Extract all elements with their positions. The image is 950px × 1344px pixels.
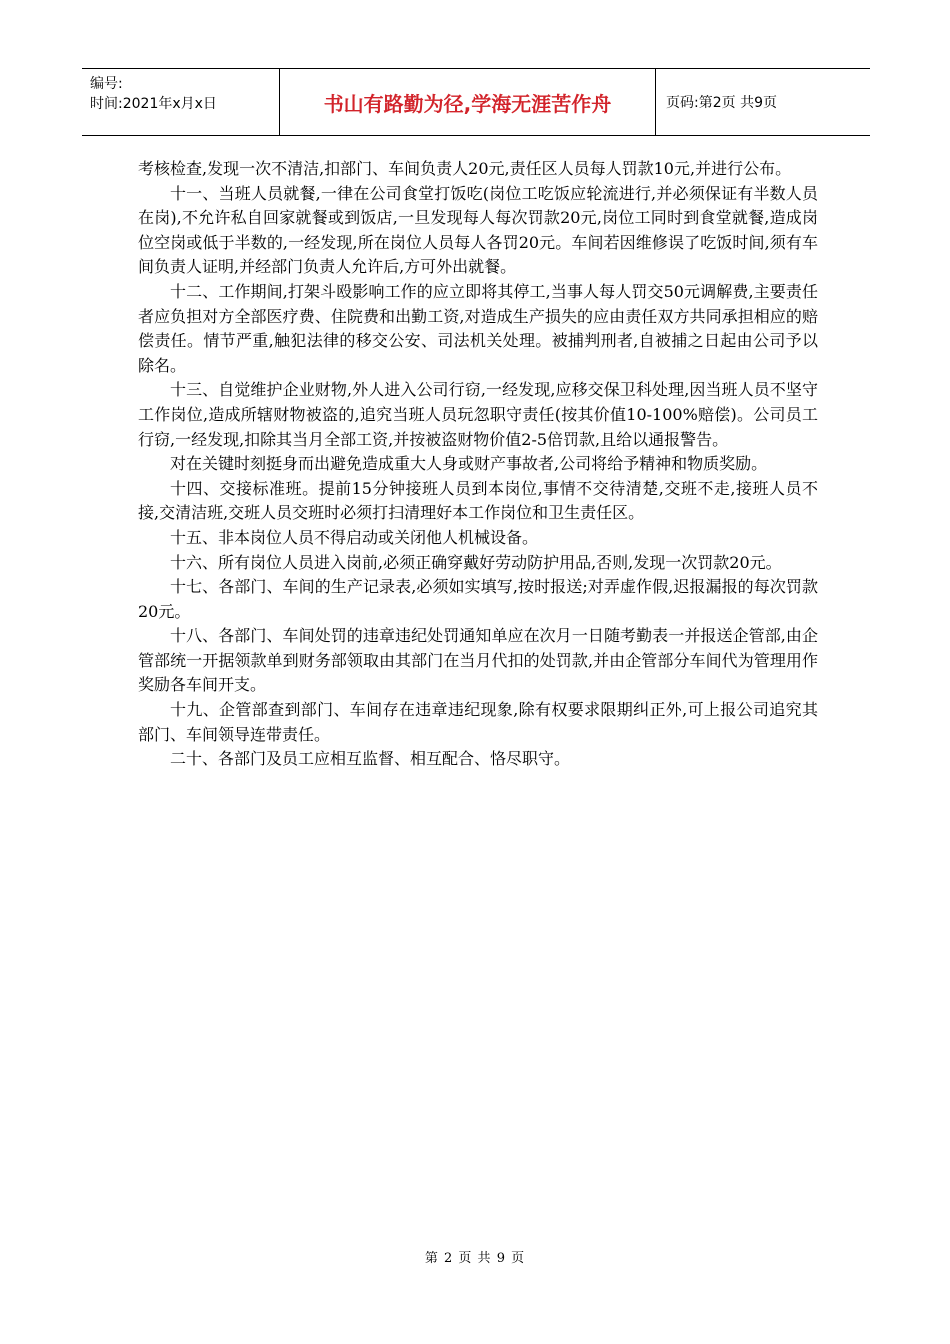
paragraph-reward: 对在关键时刻挺身而出避免造成重大人身或财产事故者,公司将给予精神和物质奖励。 xyxy=(170,454,768,474)
document-body xyxy=(138,157,818,772)
document-date-label: 时间:2021年x月x日 xyxy=(90,96,217,112)
paragraph-rule-19: 十九、企管部查到部门、车间存在违章违纪现象,除有权要求限期纠正外,可上报公司追究其部门、车间领导连带责任。 xyxy=(138,700,818,744)
paragraph-rule-18: 十八、各部门、车间处罚的违章违纪处罚通知单应在次月一日随考勤表一并报送企管部,由企管部统一开据领款单到财务部领取由其部门在当月代扣的处罚款,并由企管部分车间代为管理用作奖励各车间开支。 xyxy=(138,626,818,695)
paragraph-rule-11: 十一、当班人员就餐,一律在公司食堂打饭吃(岗位工吃饭应轮流进行,并必须保证有半数人员在岗),不允许私自回家就餐或到饭店,一旦发现每人每次罚款20元,岗位工同时到食堂就餐,造成岗位空岗或低于半数的,一经发现,所在岗位人员每人各罚20元。车间若因维修误了吃饭时间,须有车间负责人证明,并经部门负责人允许后,方可外出就餐。 xyxy=(138,183,818,277)
header-slogan: 书山有路勤为径,学海无涯苦作舟 xyxy=(280,69,656,135)
page-header xyxy=(82,68,870,136)
page-footer: 第 2 页 共 9 页 xyxy=(424,1251,526,1266)
document-number-label: 编号: xyxy=(90,76,123,92)
header-meta xyxy=(82,69,280,135)
paragraph-rule-14: 十四、交接标准班。提前15分钟接班人员到本岗位,事情不交待清楚,交班不走,接班人员不接,交清洁班,交班人员交班时必须打扫清理好本工作岗位和卫生责任区。 xyxy=(138,478,818,523)
paragraph-rule-12: 十二、工作期间,打架斗殴影响工作的应立即将其停工,当事人每人罚交50元调解费,主要责任者应负担对方全部医疗费、住院费和出勤工资,对造成生产损失的应由责任双方共同承担相应的赔偿责任。情节严重,触犯法律的移交公安、司法机关处理。被捕判刑者,自被捕之日起由公司予以除名。 xyxy=(138,281,818,375)
paragraph-rule-20: 二十、各部门及员工应相互监督、相互配合、恪尽职守。 xyxy=(170,749,571,769)
paragraph-rule-13: 十三、自觉维护企业财物,外人进入公司行窃,一经发现,应移交保卫科处理,因当班人员不坚守工作岗位,造成所辖财物被盗的,追究当班人员玩忽职守责任(按其价值10-100%赔偿)。公司员工行窃,一经发现,扣除其当月全部工资,并按被盗财物价值2-5倍罚款,且给以通报警告。 xyxy=(138,380,818,449)
header-page-number: 页码:第2页 共9页 xyxy=(666,95,777,111)
paragraph-rule-16: 十六、所有岗位人员进入岗前,必须正确穿戴好劳动防护用品,否则,发现一次罚款20元。 xyxy=(170,552,782,572)
paragraph-rule-15: 十五、非本岗位人员不得启动或关闭他人机械设备。 xyxy=(170,527,539,547)
paragraph-rule-17: 十七、各部门、车间的生产记录表,必须如实填写,按时报送;对弄虚作假,迟报漏报的每次罚款20元。 xyxy=(138,577,818,621)
paragraph-continued: 考核检查,发现一次不清洁,扣部门、车间负责人20元,责任区人员每人罚款10元,并进行公布。 xyxy=(138,159,792,178)
